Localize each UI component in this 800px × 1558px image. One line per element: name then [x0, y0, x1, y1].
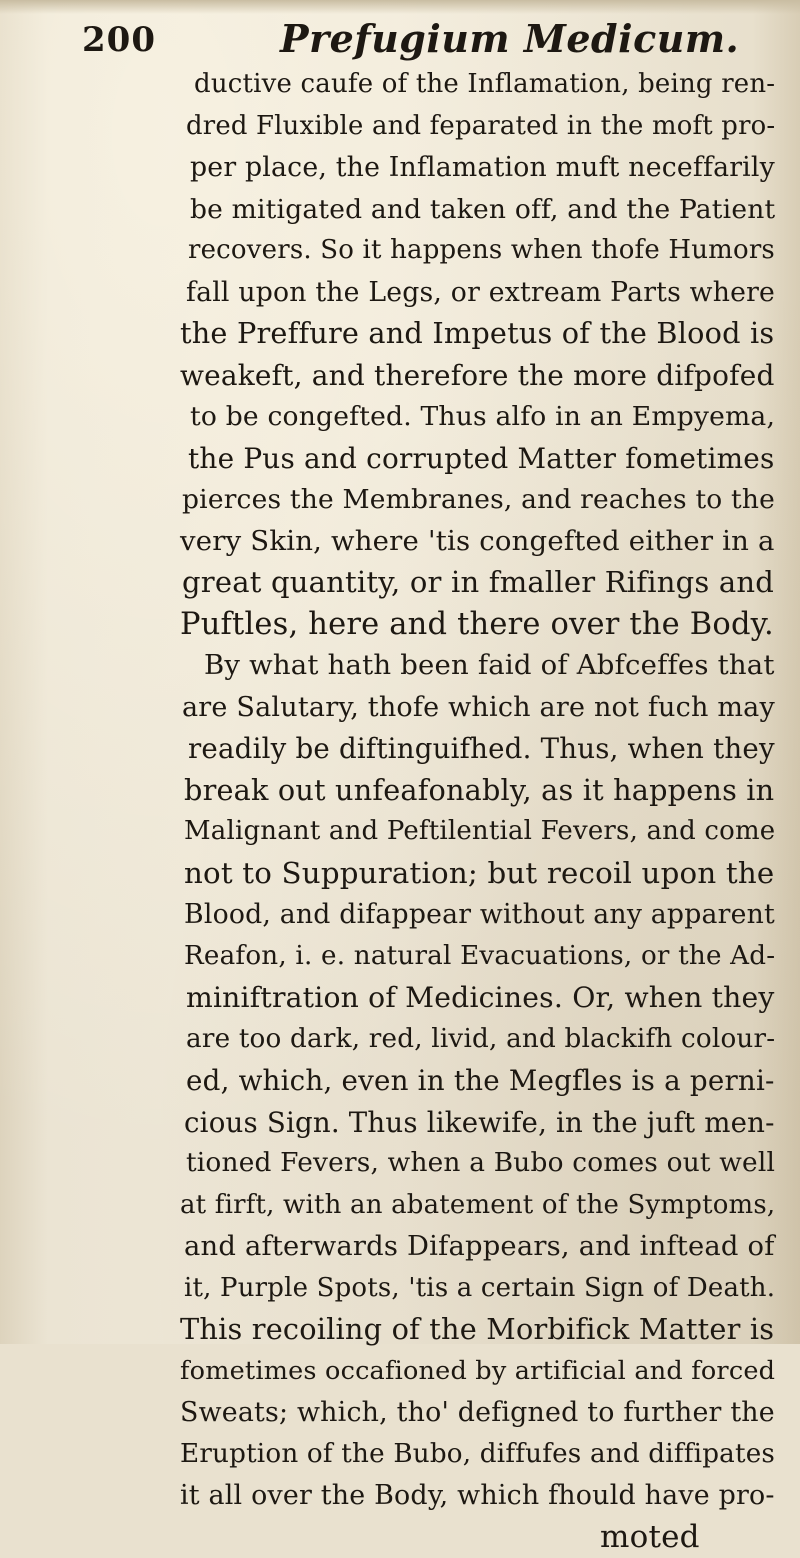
text-line: Malignant and Peftilential Fevers, and come	[180, 811, 780, 853]
text-line: fall upon the Legs, or extream Parts where	[180, 272, 780, 314]
text-line: per place, the Inflamation muft neceffarily	[180, 147, 780, 189]
text-line: ductive caufe of the Inflamation, being ren-	[180, 64, 780, 106]
text-line: dred Fluxible and feparated in the moft pro-	[180, 106, 780, 148]
catchword: moted	[180, 1517, 780, 1558]
text-line: the Preffure and Impetus of the Blood is	[180, 313, 780, 355]
text-line: it all over the Body, which fhould have pro-	[180, 1475, 780, 1517]
text-line: ed, which, even in the Megfles is a perni-	[180, 1060, 780, 1102]
text-line: fometimes occafioned by artificial and forced	[180, 1351, 780, 1393]
text-line: recovers. So it happens when thofe Humors	[180, 230, 780, 272]
running-title: Prefugium Medicum.	[280, 16, 739, 61]
text-line: and afterwards Difappears, and inftead of	[180, 1226, 780, 1268]
text-line: at firft, with an abatement of the Symptoms,	[180, 1185, 780, 1227]
text-line: the Pus and corrupted Matter fometimes	[180, 438, 780, 480]
text-line: it, Purple Spots, 'tis a certain Sign of Death.	[180, 1268, 780, 1310]
text-line: weakeft, and therefore the more difpofed	[180, 355, 780, 397]
text-line: cious Sign. Thus likewife, in the juft men-	[180, 1102, 780, 1144]
text-line: great quantity, or in fmaller Rifings and	[180, 562, 780, 604]
text-line: Reafon, i. e. natural Evacuations, or the Ad-	[180, 936, 780, 978]
text-line: Eruption of the Bubo, diffufes and diffipates	[180, 1434, 780, 1476]
text-line: pierces the Membranes, and reaches to the	[180, 479, 780, 521]
text-line: are Salutary, thofe which are not fuch may	[180, 687, 780, 729]
text-line: are too dark, red, livid, and blackifh colour-	[180, 1019, 780, 1061]
text-line: readily be diftinguifhed. Thus, when they	[180, 728, 780, 770]
text-line: not to Suppuration; but recoil upon the	[180, 853, 780, 895]
page-number: 200	[82, 20, 156, 60]
text-line: be mitigated and taken off, and the Patient	[180, 189, 780, 231]
text-line: to be congefted. Thus alfo in an Empyema,	[180, 396, 780, 438]
text-line: Puftles, here and there over the Body.	[180, 604, 780, 646]
text-line: Blood, and difappear without any apparent	[180, 894, 780, 936]
text-line: miniftration of Medicines. Or, when they	[180, 977, 780, 1019]
text-line: By what hath been faid of Abfceffes that	[180, 645, 780, 687]
text-line: Sweats; which, tho' defigned to further the	[180, 1392, 780, 1434]
running-head	[0, 8, 800, 64]
text-line: break out unfeafonably, as it happens in	[180, 770, 780, 812]
text-line: This recoiling of the Morbifick Matter is	[180, 1309, 780, 1351]
body-text	[180, 64, 780, 1558]
text-line: tioned Fevers, when a Bubo comes out well	[180, 1143, 780, 1185]
text-line: very Skin, where 'tis congefted either in a	[180, 521, 780, 563]
